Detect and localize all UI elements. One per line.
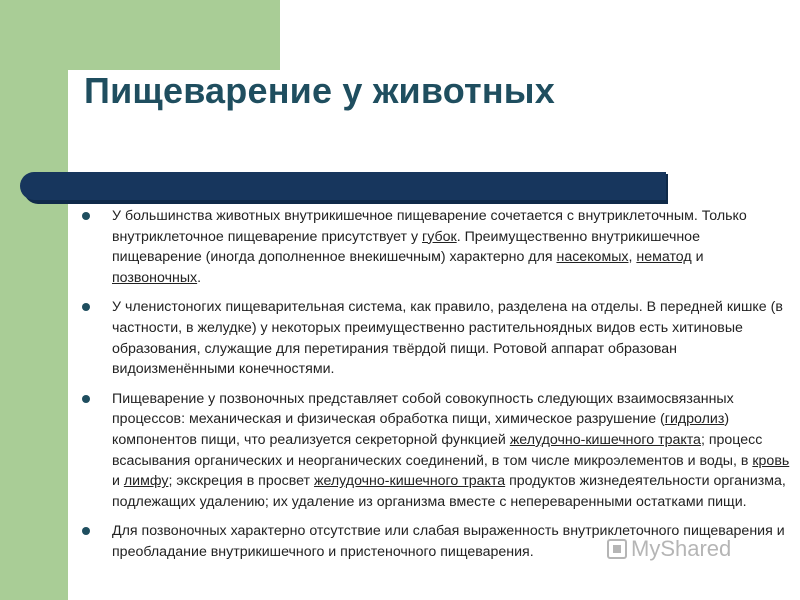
bullet-dot-icon xyxy=(82,303,90,311)
bullet-text: ) компонентов пищи, что реализуется секреторной функцией xyxy=(112,411,730,448)
bullet-text: и xyxy=(112,473,124,490)
bullet-dot-icon xyxy=(82,527,90,535)
inline-link[interactable]: нематод xyxy=(636,249,692,266)
bullet-dot-icon xyxy=(82,212,90,220)
bullet-item xyxy=(80,389,792,513)
slide-body xyxy=(80,206,792,572)
inline-link[interactable]: позвоночных xyxy=(112,269,198,286)
bullet-text: . xyxy=(197,269,202,286)
inline-link[interactable]: гидролиз xyxy=(664,411,725,428)
bullet-text: , xyxy=(628,249,637,266)
inline-link[interactable]: кровь xyxy=(752,452,790,469)
bullet-text: . Преимущественно внутрикишечное пищеварение (иногда дополненное внекишечным) характерно для xyxy=(112,228,700,266)
bullet-text: продуктов жизнедеятельности организма, подлежащих удалению; их удаление из организма вместе с непереваренными остатками пищи. xyxy=(112,473,786,510)
bullet-text: Пищеварение у позвоночных представляет собой совокупность следующих взаимосвязанных процессов: механическая и физическая обработка пищи, химическое разрушение ( xyxy=(112,390,734,428)
inline-link[interactable]: лимфу xyxy=(123,473,169,490)
slide-title: Пищеварение у животных xyxy=(84,70,555,111)
watermark-text: MyShared xyxy=(631,536,732,561)
inline-link[interactable]: губок xyxy=(422,228,457,245)
title-divider-bar xyxy=(20,172,666,200)
accent-strip-left xyxy=(0,0,68,600)
bullet-text: и xyxy=(691,249,704,266)
bullet-item xyxy=(80,521,792,562)
bullet-dot-icon xyxy=(82,395,90,403)
inline-link[interactable]: насекомых xyxy=(556,249,629,266)
bullet-text: ; экскреция в просвет xyxy=(168,473,314,490)
inline-link[interactable]: желудочно-кишечного тракта xyxy=(509,431,701,448)
bullet-list xyxy=(80,206,792,563)
bullet-item xyxy=(80,206,792,288)
inline-link[interactable]: желудочно-кишечного тракта xyxy=(313,473,506,490)
bullet-text: У большинства животных внутрикишечное пищеварение сочетается с внутриклеточным. Только внутриклеточное пищеварение присутствует у xyxy=(112,208,747,245)
bullet-text: Для позвоночных характерно отсутствие или слабая выраженность внутриклеточного пищеварения и преобладание внутрикишечного и пристеночного пищеварения. xyxy=(112,523,785,560)
bullet-text: ; процесс всасывания органических и неорганических соединений, в том числе микроэлементов и воды, в xyxy=(112,431,763,469)
bullet-text: У членистоногих пищеварительная система, как правило, разделена на отделы. В передней кишке (в частности, в желудке) у некоторых преимущественно растительноядных видов есть хитиновые образования, служащие для перетирания твёрдой пищи. Ротовой аппарат образован видоизменёнными конечностями. xyxy=(112,299,783,378)
bullet-item xyxy=(80,297,792,379)
